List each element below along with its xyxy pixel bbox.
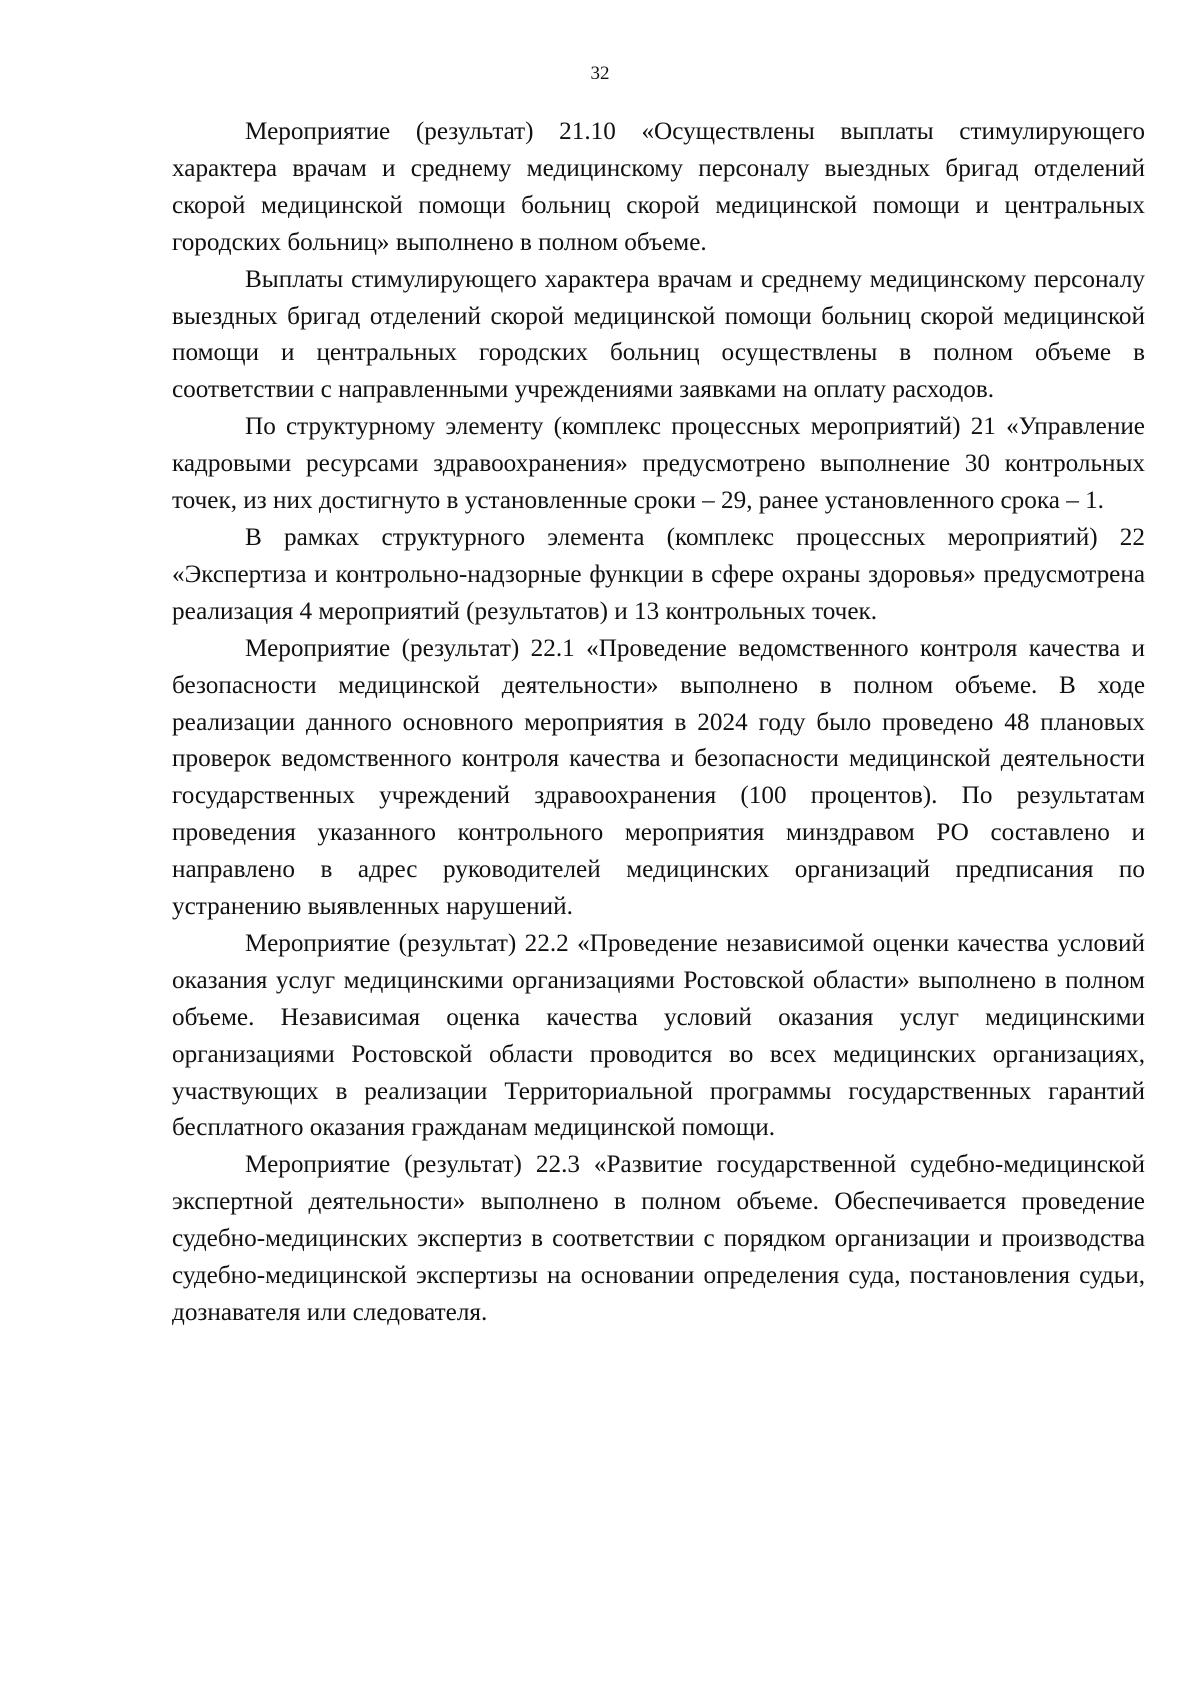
paragraph-element-21-summary: По структурному элементу (комплекс процессных мероприятий) 21 «Управление кадровыми ресурсами здравоохранения» предусмотрено выполнение 30 контрольных точек, из них достигнуто в установленные сроки – 29, ранее установленного срока – 1. [172,413,1145,515]
paragraph-21-10: Мероприятие (результат) 21.10 «Осуществлены выплаты стимулирующего характера врачам и среднему медицинскому персоналу выездных бригад отделений скорой медицинской помощи больниц скорой медицинской помощи и центральных городских больниц» выполнено в полном объеме. [172,118,1145,256]
document-body [172,114,1145,1332]
paragraph-22-3: Мероприятие (результат) 22.3 «Развитие государственной судебно-медицинской экспертной деятельности» выполнено в полном объеме. Обеспечивается проведение судебно-медицинских экспертиз в соответствии с порядком организации и производства судебно-медицинской экспертизы на основании определения суда, постановления судьи, дознавателя или следователя. [172,1151,1145,1326]
paragraph-payments: Выплаты стимулирующего характера врачам и среднему медицинскому персоналу выездных бригад отделений скорой медицинской помощи больниц скорой медицинской помощи и центральных городских больниц осуществлены в полном объеме в соответствии с направленными учреждениями заявками на оплату расходов. [172,265,1145,404]
page-number: 32 [590,63,610,84]
paragraph-element-22-intro: В рамках структурного элемента (комплекс процессных мероприятий) 22 «Экспертиза и контрольно-надзорные функции в сфере охраны здоровья» предусмотрена реализация 4 мероприятий (результатов) и 13 контрольных точек. [172,523,1145,625]
paragraph-22-1: Мероприятие (результат) 22.1 «Проведение ведомственного контроля качества и безопасности медицинской деятельности» выполнено в полном объеме. В ходе реализации данного основного мероприятия в 2024 году было проведено 48 плановых проверок ведомственного контроля качества и безопасности медицинской деятельности государственных учреждений здравоохранения (100 процентов). По результатам проведения указанного контрольного мероприятия минздравом РО составлено и направлено в адрес руководителей медицинских организаций предписания по устранению выявленных нарушений. [172,634,1145,921]
paragraph-22-2: Мероприятие (результат) 22.2 «Проведение независимой оценки качества условий оказания услуг медицинскими организациями Ростовской области» выполнено в полном объеме. Независимая оценка качества условий оказания услуг медицинскими организациями Ростовской области проводится во всех медицинских организациях, участвующих в реализации Территориальной программы государственных гарантий бесплатного оказания гражданам медицинской помощи. [172,929,1145,1142]
